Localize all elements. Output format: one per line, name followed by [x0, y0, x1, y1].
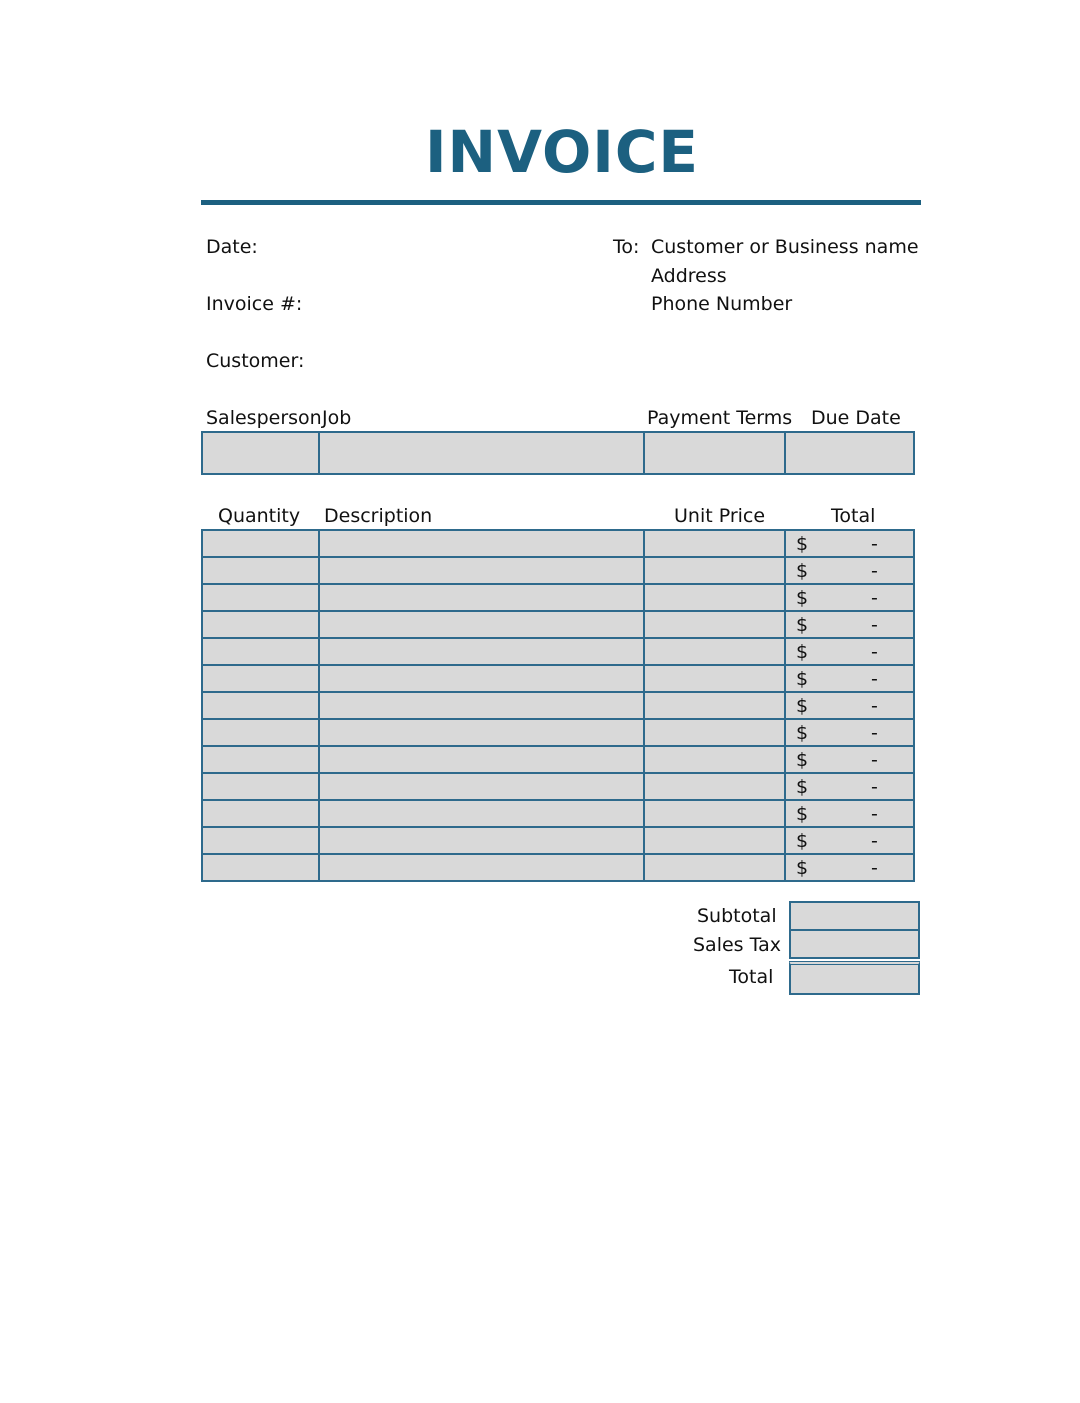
line-total-value: -	[871, 533, 878, 555]
description-cell[interactable]	[319, 827, 644, 854]
subtotal-label: Subtotal	[697, 905, 777, 927]
description-cell[interactable]	[319, 557, 644, 584]
table-row	[202, 800, 914, 827]
line-total-cell	[785, 854, 914, 881]
unit-price-cell[interactable]	[644, 773, 785, 800]
description-cell[interactable]	[319, 530, 644, 557]
unit-price-cell[interactable]	[644, 692, 785, 719]
description-header: Description	[324, 505, 433, 527]
currency-symbol: $	[796, 641, 809, 663]
due-date-header: Due Date	[811, 407, 901, 429]
table-row	[202, 557, 914, 584]
line-total-value: -	[871, 722, 878, 744]
title-rule	[201, 200, 921, 205]
line-total-value: -	[871, 587, 878, 609]
grand-total-label: Total	[729, 966, 774, 988]
quantity-cell[interactable]	[202, 665, 319, 692]
invoice-number-label: Invoice #:	[206, 293, 303, 315]
line-total-value: -	[871, 614, 878, 636]
line-total-cell	[785, 557, 914, 584]
currency-symbol: $	[796, 533, 809, 555]
quantity-cell[interactable]	[202, 530, 319, 557]
currency-symbol: $	[796, 587, 809, 609]
currency-symbol: $	[796, 857, 809, 879]
table-row	[202, 638, 914, 665]
line-total-value: -	[871, 749, 878, 771]
subtotal-cell[interactable]	[789, 901, 920, 931]
payment-terms-header: Payment Terms	[647, 407, 793, 429]
currency-symbol: $	[796, 749, 809, 771]
table-row	[202, 719, 914, 746]
table-row	[202, 584, 914, 611]
line-total-value: -	[871, 857, 878, 879]
description-cell[interactable]	[319, 719, 644, 746]
unit-price-cell[interactable]	[644, 665, 785, 692]
unit-price-cell[interactable]	[644, 746, 785, 773]
quantity-header: Quantity	[218, 505, 301, 527]
job-table	[201, 431, 915, 475]
quantity-cell[interactable]	[202, 611, 319, 638]
unit-price-cell[interactable]	[644, 827, 785, 854]
to-label: To:	[613, 236, 640, 258]
unit-price-cell[interactable]	[644, 530, 785, 557]
currency-symbol: $	[796, 614, 809, 636]
to-address: Address	[651, 265, 727, 287]
job-header: Job	[322, 407, 352, 429]
quantity-cell[interactable]	[202, 854, 319, 881]
currency-symbol: $	[796, 830, 809, 852]
quantity-cell[interactable]	[202, 584, 319, 611]
unit-price-cell[interactable]	[644, 719, 785, 746]
unit-price-cell[interactable]	[644, 638, 785, 665]
unit-price-cell[interactable]	[644, 584, 785, 611]
table-row	[202, 746, 914, 773]
line-total-value: -	[871, 803, 878, 825]
salesperson-header: Salesperson	[206, 407, 322, 429]
line-total-cell	[785, 800, 914, 827]
description-cell[interactable]	[319, 638, 644, 665]
line-total-value: -	[871, 668, 878, 690]
table-row	[202, 611, 914, 638]
quantity-cell[interactable]	[202, 800, 319, 827]
unit-price-cell[interactable]	[644, 557, 785, 584]
unit-price-header: Unit Price	[674, 505, 766, 527]
line-total-cell	[785, 530, 914, 557]
table-row	[202, 773, 914, 800]
currency-symbol: $	[796, 695, 809, 717]
line-total-cell	[785, 584, 914, 611]
line-total-cell	[785, 773, 914, 800]
total-header: Total	[831, 505, 876, 527]
line-total-value: -	[871, 830, 878, 852]
salesperson-cell[interactable]	[202, 432, 319, 474]
customer-label: Customer:	[206, 350, 305, 372]
payment-terms-cell[interactable]	[644, 432, 785, 474]
line-total-value: -	[871, 776, 878, 798]
line-total-cell	[785, 638, 914, 665]
currency-symbol: $	[796, 776, 809, 798]
unit-price-cell[interactable]	[644, 800, 785, 827]
description-cell[interactable]	[319, 665, 644, 692]
quantity-cell[interactable]	[202, 827, 319, 854]
line-total-cell	[785, 827, 914, 854]
due-date-cell[interactable]	[785, 432, 914, 474]
unit-price-cell[interactable]	[644, 611, 785, 638]
job-row	[202, 432, 914, 474]
grand-total-cell[interactable]	[789, 961, 920, 995]
table-row	[202, 692, 914, 719]
table-row	[202, 665, 914, 692]
unit-price-cell[interactable]	[644, 854, 785, 881]
quantity-cell[interactable]	[202, 719, 319, 746]
currency-symbol: $	[796, 560, 809, 582]
line-items-table	[201, 529, 915, 882]
quantity-cell[interactable]	[202, 692, 319, 719]
quantity-cell[interactable]	[202, 746, 319, 773]
line-total-value: -	[871, 695, 878, 717]
line-total-cell	[785, 692, 914, 719]
sales-tax-label: Sales Tax	[693, 934, 781, 956]
quantity-cell[interactable]	[202, 557, 319, 584]
description-cell[interactable]	[319, 692, 644, 719]
to-business-name: Customer or Business name	[651, 236, 919, 258]
description-cell[interactable]	[319, 800, 644, 827]
job-cell[interactable]	[319, 432, 644, 474]
currency-symbol: $	[796, 668, 809, 690]
line-total-value: -	[871, 560, 878, 582]
line-total-value: -	[871, 641, 878, 663]
table-row	[202, 530, 914, 557]
currency-symbol: $	[796, 722, 809, 744]
description-cell[interactable]	[319, 584, 644, 611]
table-row	[202, 827, 914, 854]
table-row	[202, 854, 914, 881]
invoice-title: INVOICE	[424, 118, 700, 186]
currency-symbol: $	[796, 803, 809, 825]
description-cell[interactable]	[319, 611, 644, 638]
description-cell[interactable]	[319, 746, 644, 773]
line-total-cell	[785, 611, 914, 638]
to-phone: Phone Number	[651, 293, 793, 315]
quantity-cell[interactable]	[202, 638, 319, 665]
description-cell[interactable]	[319, 773, 644, 800]
line-total-cell	[785, 665, 914, 692]
line-total-cell	[785, 746, 914, 773]
quantity-cell[interactable]	[202, 773, 319, 800]
date-label: Date:	[206, 236, 258, 258]
line-total-cell	[785, 719, 914, 746]
description-cell[interactable]	[319, 854, 644, 881]
sales-tax-cell[interactable]	[789, 929, 920, 959]
